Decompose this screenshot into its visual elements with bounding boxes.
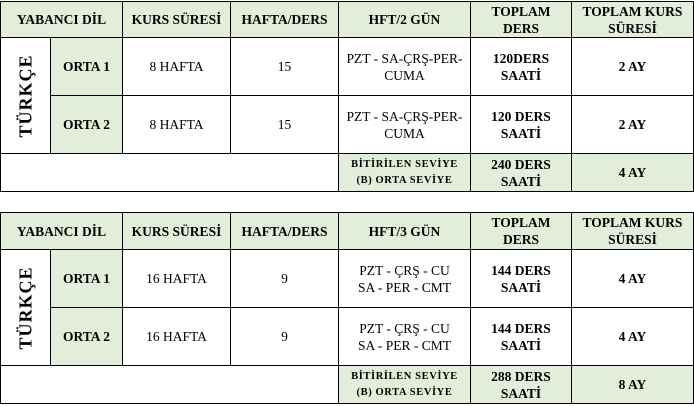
table-row: [1, 308, 694, 366]
header-foreign-language: YABANCI DİL: [1, 2, 123, 38]
days-cell: [339, 308, 471, 366]
header-week-lessons: HAFTA/DERS: [231, 2, 339, 38]
summary-total-hours: 240 DERS SAATİ: [471, 154, 572, 192]
header-total-lessons: TOPLAM DERS: [471, 213, 572, 250]
total-duration-cell: 4 AY: [572, 250, 694, 308]
level-cell: ORTA 1: [51, 38, 123, 96]
summary-label-line2: (B) ORTA SEVİYE: [356, 386, 453, 398]
summary-label-line2: (B) ORTA SEVİYE: [356, 174, 453, 186]
course-table-1: [0, 1, 694, 192]
table-row: [1, 96, 694, 154]
header-days: HFT/2 GÜN: [339, 2, 471, 38]
days-line2: SA - PER - CMT: [357, 337, 452, 353]
weekly-cell: 15: [231, 96, 339, 154]
course-table-2: [0, 212, 694, 404]
level-cell: ORTA 2: [51, 96, 123, 154]
header-row: [1, 2, 694, 38]
header-foreign-language: YABANCI DİL: [1, 213, 123, 250]
language-cell: [1, 250, 51, 366]
duration-cell: 16 HAFTA: [123, 308, 231, 366]
total-hours-cell: 144 DERS SAATİ: [471, 250, 572, 308]
level-cell: ORTA 2: [51, 308, 123, 366]
total-hours-cell: 120 DERS SAATİ: [471, 96, 572, 154]
header-days: HFT/3 GÜN: [339, 213, 471, 250]
summary-label: [339, 366, 471, 404]
weekly-cell: 9: [231, 308, 339, 366]
duration-cell: 16 HAFTA: [123, 250, 231, 308]
weekly-cell: 9: [231, 250, 339, 308]
duration-cell: 8 HAFTA: [123, 96, 231, 154]
summary-blank: [1, 366, 339, 404]
days-cell: PZT - SA-ÇRŞ-PER-CUMA: [339, 38, 471, 96]
header-course-duration: KURS SÜRESİ: [123, 213, 231, 250]
summary-total-duration: 8 AY: [572, 366, 694, 404]
header-row: [1, 213, 694, 250]
days-cell: [339, 250, 471, 308]
summary-total-duration: 4 AY: [572, 154, 694, 192]
language-label: TÜRKÇE: [15, 54, 35, 138]
summary-blank: [1, 154, 339, 192]
summary-row: [1, 154, 694, 192]
summary-label: [339, 154, 471, 192]
language-label: TÜRKÇE: [15, 266, 35, 350]
summary-label-line1: BİTİRİLEN SEVİYE: [351, 370, 458, 382]
table-row: [1, 38, 694, 96]
header-total-lessons: TOPLAM DERS: [471, 2, 572, 38]
header-course-duration: KURS SÜRESİ: [123, 2, 231, 38]
days-line1: PZT - ÇRŞ - CU: [359, 262, 450, 278]
total-hours-cell: 144 DERS SAATİ: [471, 308, 572, 366]
total-duration-cell: 2 AY: [572, 38, 694, 96]
summary-total-hours: 288 DERS SAATİ: [471, 366, 572, 404]
header-week-lessons: HAFTA/DERS: [231, 213, 339, 250]
days-cell: PZT - SA-ÇRŞ-PER-CUMA: [339, 96, 471, 154]
language-cell: [1, 38, 51, 154]
total-duration-cell: 2 AY: [572, 96, 694, 154]
total-duration-cell: 4 AY: [572, 308, 694, 366]
days-line1: PZT - ÇRŞ - CU: [359, 320, 450, 336]
summary-row: [1, 366, 694, 404]
duration-cell: 8 HAFTA: [123, 38, 231, 96]
header-total-duration: TOPLAM KURS SÜRESİ: [572, 2, 694, 38]
level-cell: ORTA 1: [51, 250, 123, 308]
total-hours-cell: 120DERS SAATİ: [471, 38, 572, 96]
summary-label-line1: BİTİRİLEN SEVİYE: [351, 158, 458, 170]
days-line2: SA - PER - CMT: [357, 279, 452, 295]
table-row: [1, 250, 694, 308]
header-total-duration: TOPLAM KURS SÜRESİ: [572, 213, 694, 250]
weekly-cell: 15: [231, 38, 339, 96]
